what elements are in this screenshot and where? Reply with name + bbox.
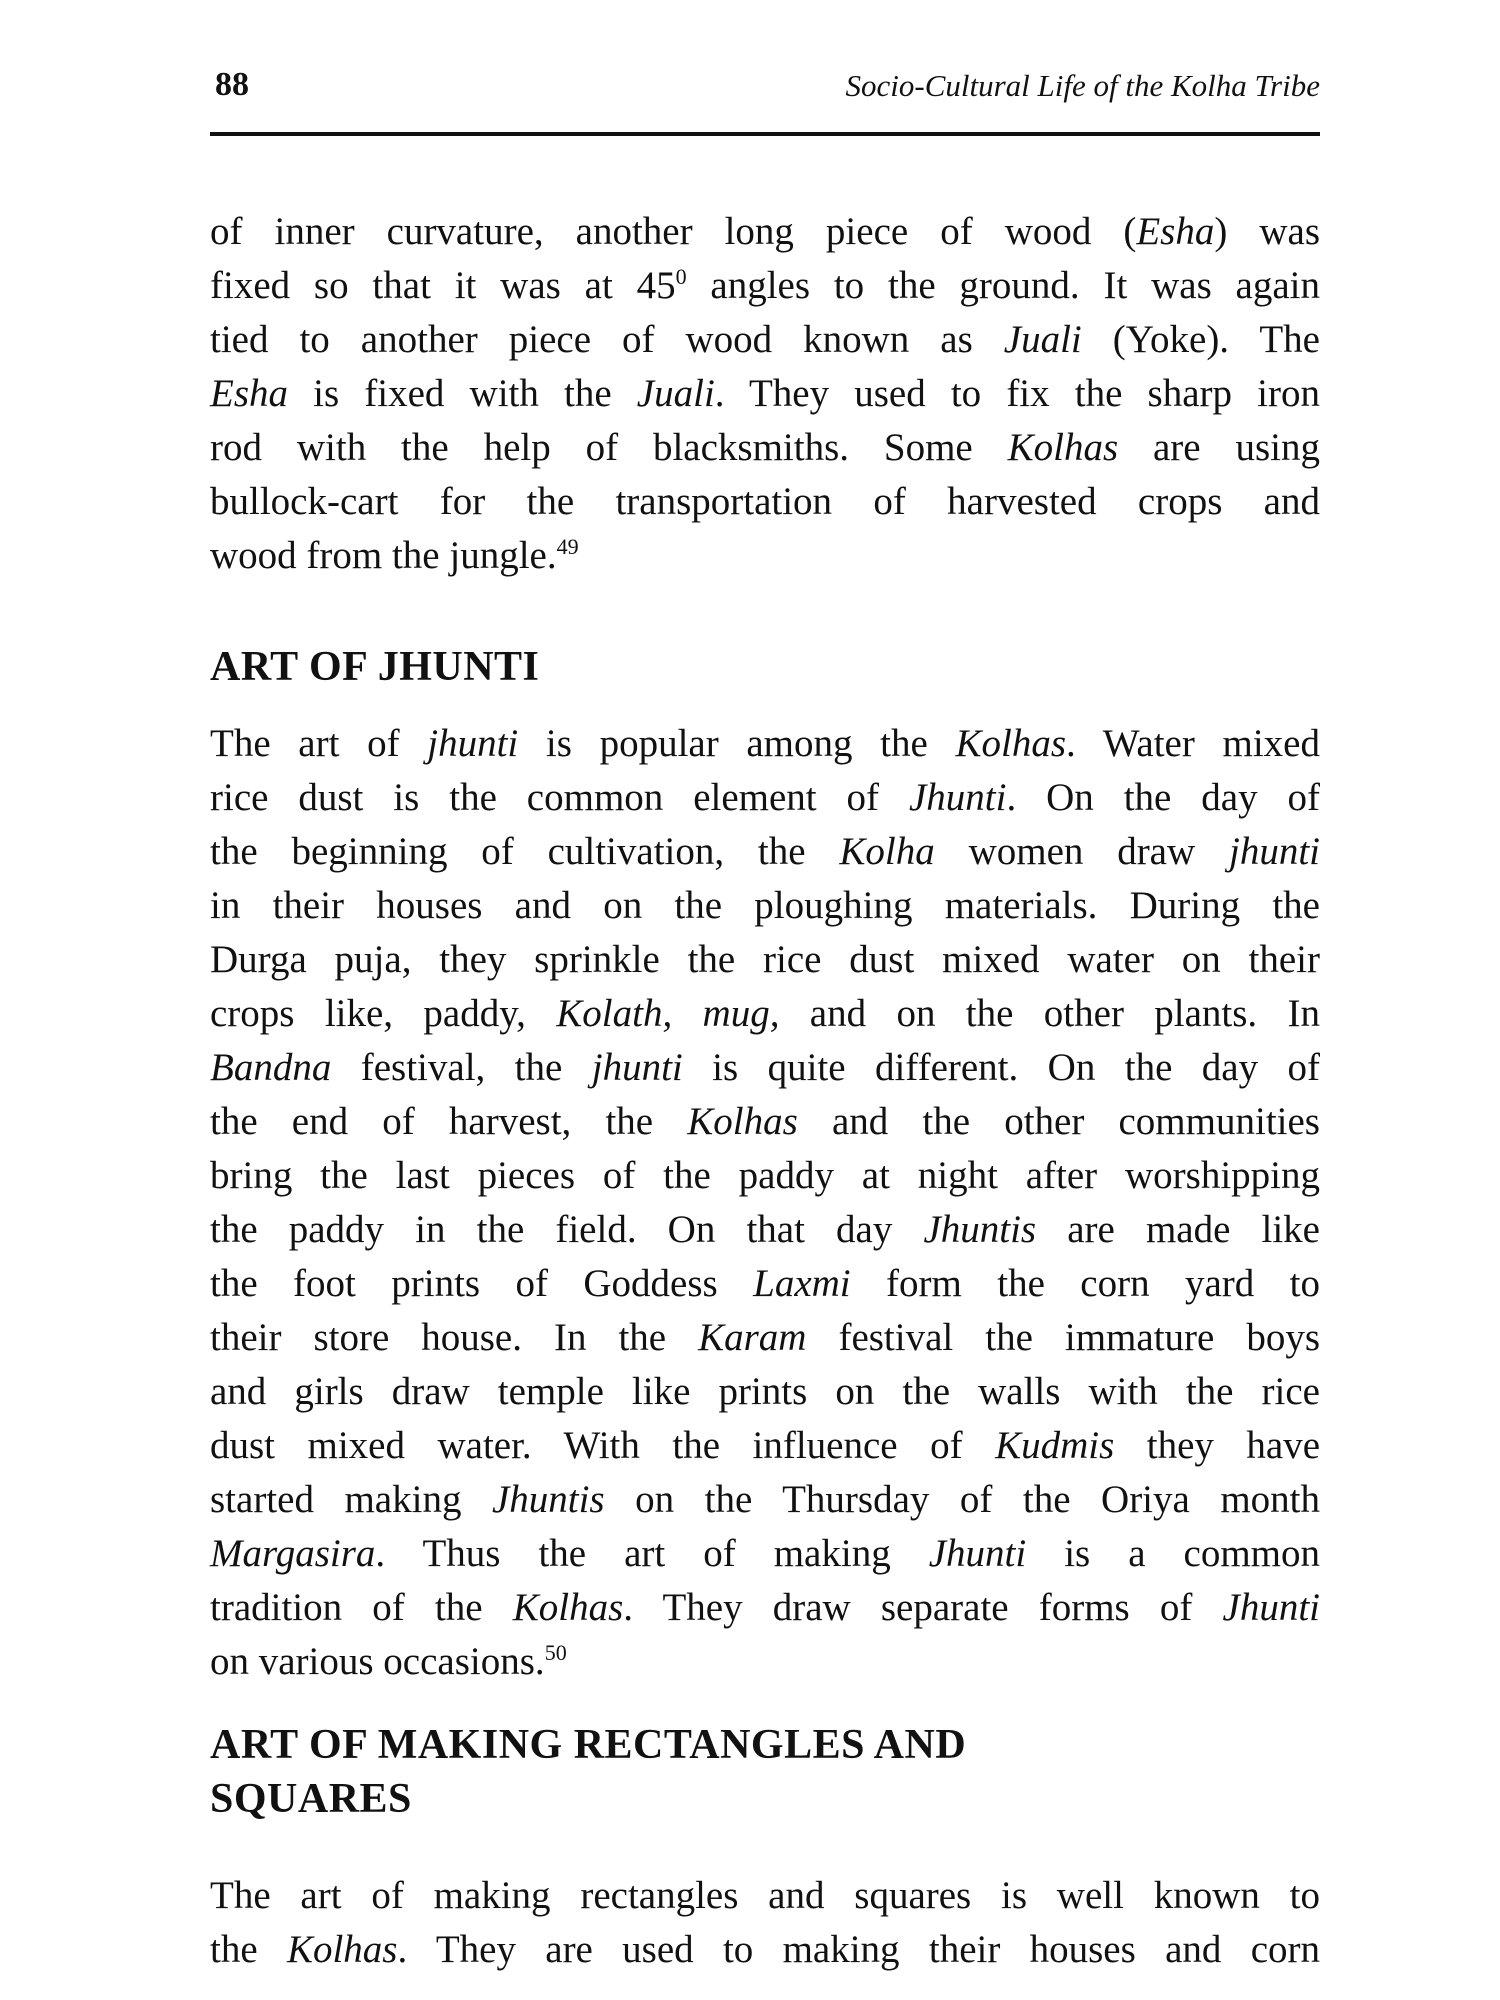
text-line: the Kolhas. They are used to making their houses and corn (210, 1928, 1320, 1971)
paragraph-rectangles (210, 1869, 1320, 1977)
book-title: Socio-Cultural Life of the Kolha Tribe (845, 68, 1320, 103)
paragraph-jhunti (210, 717, 1320, 1689)
text-line: their store house. In the Karam festival the immature boys (210, 1316, 1320, 1359)
footnote-ref-49: 49 (556, 534, 579, 559)
text-line: rice dust is the common element of Jhunti. On the day of (210, 776, 1320, 819)
text-line: Bandna festival, the jhunti is quite different. On the day of (210, 1046, 1320, 1089)
text-line: the end of harvest, the Kolhas and the other communities (210, 1100, 1320, 1143)
degree-superscript: 0 (675, 264, 687, 289)
text-line: Margasira. Thus the art of making Jhunti is a common (210, 1532, 1321, 1575)
text-line: bring the last pieces of the paddy at night after worshipping (210, 1154, 1320, 1197)
text-line: the beginning of cultivation, the Kolha women draw jhunti (210, 830, 1320, 873)
text-line: Esha is fixed with the Juali. They used to fix the sharp iron (210, 372, 1320, 415)
page-number: 88 (215, 66, 249, 103)
text-line: on various occasions.$^{50}$ (210, 1640, 567, 1683)
text-line: and girls draw temple like prints on the walls with the rice (210, 1370, 1320, 1413)
text-line: wood from the jungle.$^{49}$ (210, 534, 579, 577)
text-line: crops like, paddy, Kolath, mug, and on the other plants. In (210, 992, 1321, 1035)
text-line: tradition of the Kolhas. They draw separate forms of Jhunti (210, 1586, 1321, 1629)
section-heading-rectangles-and-squares: ART OF MAKING RECTANGLES AND SQUARES (210, 1722, 967, 1822)
text-line: the paddy in the field. On that day Jhuntis are made like (210, 1208, 1320, 1251)
text-line: Durga puja, they sprinkle the rice dust mixed water on their (210, 938, 1320, 981)
text-line: fixed so that it was at $45^0$ angles to the ground. It was again (210, 264, 1321, 307)
text-line: started making Jhuntis on the Thursday of the Oriya month (210, 1478, 1321, 1521)
footnote-ref-50: 50 (544, 1640, 567, 1665)
text-line: of inner curvature, another long piece of wood (Esha) was (210, 210, 1321, 253)
section-heading-art-of-jhunti: ART OF JHUNTI (210, 644, 540, 690)
text-line: the foot prints of Goddess Laxmi form the corn yard to (210, 1262, 1321, 1305)
text-line: rod with the help of blacksmiths. Some Kolhas are using (210, 426, 1320, 469)
running-header (210, 66, 1320, 116)
text-line: tied to another piece of wood known as Juali (Yoke). The (210, 318, 1320, 361)
text-line: in their houses and on the ploughing materials. During the (210, 884, 1320, 927)
text-line: The art of making rectangles and squares is well known to (210, 1874, 1320, 1917)
header-rule (210, 132, 1320, 136)
text-line: The art of jhunti is popular among the Kolhas. Water mixed (210, 722, 1320, 765)
text-line: bullock-cart for the transportation of harvested crops and (210, 480, 1320, 523)
paragraph-bullock-cart (210, 205, 1320, 583)
text-line: dust mixed water. With the influence of Kudmis they have (210, 1424, 1321, 1467)
